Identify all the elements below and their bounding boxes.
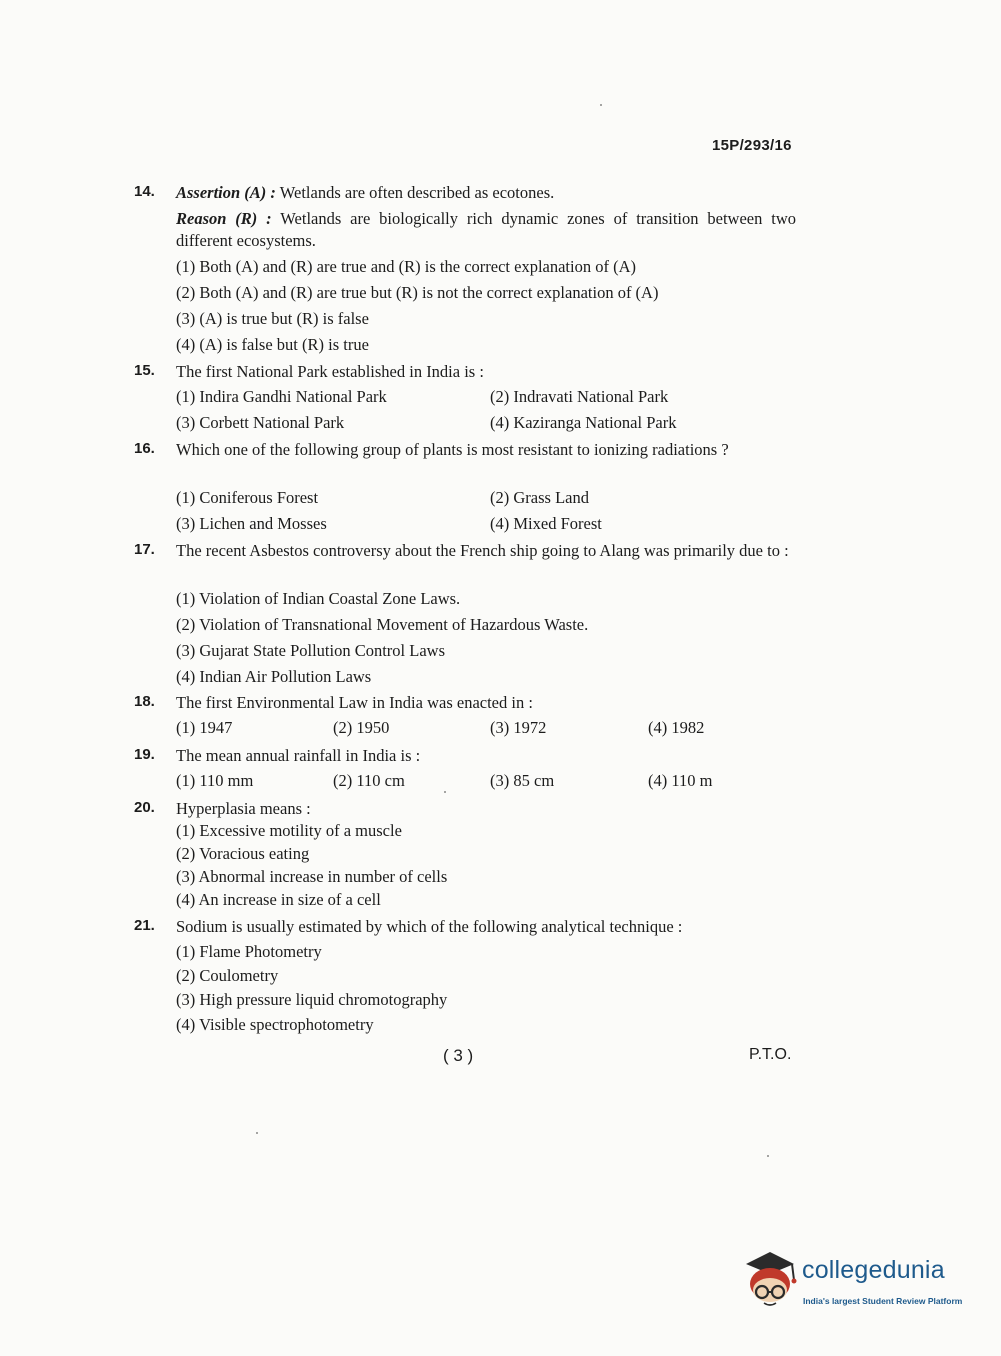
reason-text: Wetlands are biologically rich dynamic zones of transition between two different ecosystems. (176, 209, 797, 250)
option-2: (2) 1950 (333, 718, 390, 737)
option-4: (4) Visible spectrophotometry (176, 1015, 374, 1034)
question-number: 16. (134, 440, 155, 457)
option-4: (4) (A) is false but (R) is true (176, 335, 369, 354)
option-4: (4) Indian Air Pollution Laws (176, 667, 372, 686)
option-2: (2) Coulometry (176, 966, 279, 985)
option-1: (1) Coniferous Forest (176, 488, 319, 507)
question-text: Hyperplasia means : (176, 799, 311, 818)
question-text: The first Environmental Law in India was enacted in : (176, 693, 533, 712)
assertion-text: Wetlands are often described as ecotones. (279, 183, 555, 202)
brand-tagline: India's largest Student Review Platform (803, 1296, 963, 1306)
option-3: (3) Corbett National Park (176, 413, 345, 432)
question-number: 15. (134, 362, 155, 379)
option-3: (3) Abnormal increase in number of cells (176, 867, 448, 886)
mascot-icon (740, 1250, 800, 1312)
option-2: (2) Voracious eating (176, 844, 310, 863)
option-1: (1) Indira Gandhi National Park (176, 387, 387, 406)
option-4: (4) 110 m (648, 771, 713, 790)
option-2: (2) Violation of Transnational Movement of Hazardous Waste. (176, 615, 589, 634)
option-4: (4) Kaziranga National Park (490, 413, 677, 432)
question-text: Sodium is usually estimated by which of the following analytical technique : (176, 917, 683, 936)
question-text: The mean annual rainfall in India is : (176, 746, 421, 765)
assertion (176, 182, 796, 204)
option-1: (1) Violation of Indian Coastal Zone Laws. (176, 589, 461, 608)
option-3: (3) High pressure liquid chromotography (176, 990, 448, 1009)
question-text: Which one of the following group of plants is most resistant to ionizing radiations ? (176, 440, 729, 459)
scan-speck (767, 1155, 769, 1157)
reason-label: Reason (R) : (176, 209, 272, 228)
question-text: The first National Park established in India is : (176, 362, 484, 381)
option-2: (2) Grass Land (490, 488, 589, 507)
collegedunia-watermark (740, 1250, 970, 1315)
option-1: (1) Excessive motility of a muscle (176, 821, 402, 840)
paper-code: 15P/293/16 (712, 137, 792, 154)
option-1: (1) 1947 (176, 718, 233, 737)
scan-speck (444, 791, 446, 793)
brand-name: collegedunia (802, 1256, 945, 1284)
option-3: (3) 1972 (490, 718, 547, 737)
option-1: (1) Both (A) and (R) are true and (R) is the correct explanation of (A) (176, 257, 636, 276)
option-3: (3) Lichen and Mosses (176, 514, 327, 533)
scan-speck (256, 1132, 258, 1134)
question-number: 17. (134, 541, 155, 558)
page-number: ( 3 ) (443, 1046, 474, 1065)
option-3: (3) Gujarat State Pollution Control Laws (176, 641, 446, 660)
reason (176, 208, 796, 252)
question-number: 19. (134, 746, 155, 763)
option-3: (3) (A) is true but (R) is false (176, 309, 369, 328)
option-4: (4) An increase in size of a cell (176, 890, 381, 909)
option-1: (1) Flame Photometry (176, 942, 322, 961)
option-2: (2) Both (A) and (R) are true but (R) is not the correct explanation of (A) (176, 283, 659, 302)
option-3: (3) 85 cm (490, 771, 555, 790)
question-text: The recent Asbestos controversy about the French ship going to Alang was primarily due to : (176, 541, 789, 560)
pto-label: P.T.O. (749, 1046, 792, 1063)
option-4: (4) Mixed Forest (490, 514, 602, 533)
option-4: (4) 1982 (648, 718, 705, 737)
question-number: 14. (134, 183, 155, 200)
question-number: 21. (134, 917, 155, 934)
option-2: (2) Indravati National Park (490, 387, 669, 406)
option-2: (2) 110 cm (333, 771, 405, 790)
question-number: 18. (134, 693, 155, 710)
assertion-label: Assertion (A) : (176, 183, 276, 202)
scan-speck (600, 104, 602, 106)
question-number: 20. (134, 799, 155, 816)
option-1: (1) 110 mm (176, 771, 254, 790)
